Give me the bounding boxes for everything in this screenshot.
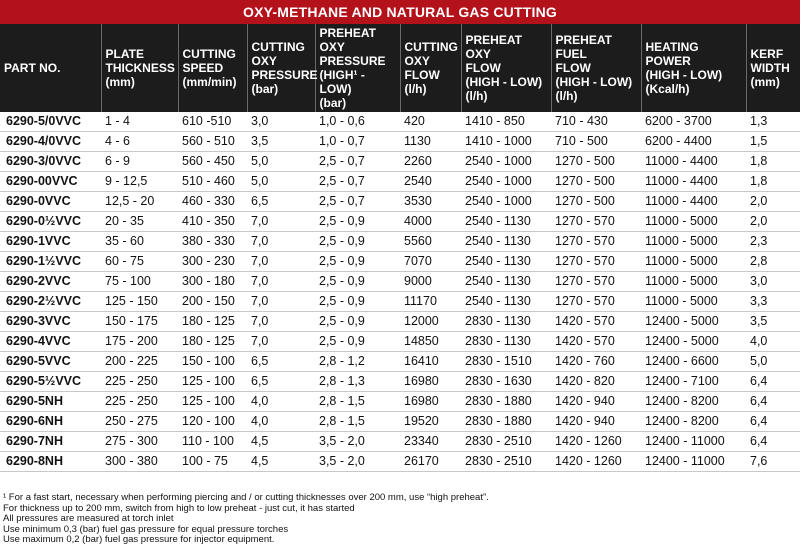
table-cell: 4,5: [247, 452, 315, 472]
table-cell: 125 - 100: [178, 372, 247, 392]
part-number-cell: 6290-5VVC: [0, 352, 101, 372]
table-cell: 11000 - 5000: [641, 232, 746, 252]
table-cell: 1420 - 570: [551, 312, 641, 332]
table-cell: 2,5 - 0,9: [315, 252, 400, 272]
table-cell: 12400 - 11000: [641, 452, 746, 472]
table-cell: 110 - 100: [178, 432, 247, 452]
table-cell: 1420 - 570: [551, 332, 641, 352]
table-cell: 2540 - 1130: [461, 212, 551, 232]
part-number-cell: 6290-1VVC: [0, 232, 101, 252]
col-header-kerf-width: KERF WIDTH (mm): [746, 24, 800, 112]
table-cell: 300 - 180: [178, 272, 247, 292]
table-cell: 75 - 100: [101, 272, 178, 292]
table-cell: 6,4: [746, 412, 800, 432]
table-cell: 11000 - 5000: [641, 212, 746, 232]
table-cell: 175 - 200: [101, 332, 178, 352]
table-cell: 125 - 100: [178, 392, 247, 412]
table-cell: 2,5 - 0,7: [315, 172, 400, 192]
table-cell: 2540 - 1000: [461, 172, 551, 192]
table-cell: 2540 - 1130: [461, 232, 551, 252]
table-cell: 410 - 350: [178, 212, 247, 232]
table-cell: 2,8 - 1,5: [315, 392, 400, 412]
table-cell: 2830 - 1880: [461, 392, 551, 412]
table-cell: 120 - 100: [178, 412, 247, 432]
table-cell: 5,0: [247, 172, 315, 192]
table-row: [0, 192, 800, 212]
table-cell: 7,0: [247, 332, 315, 352]
table-cell: 1410 - 850: [461, 112, 551, 132]
table-cell: 180 - 125: [178, 312, 247, 332]
table-cell: 1270 - 570: [551, 232, 641, 252]
table-row: [0, 412, 800, 432]
table-cell: 1,0 - 0,6: [315, 112, 400, 132]
table-cell: 2,5 - 0,9: [315, 332, 400, 352]
table-cell: 150 - 100: [178, 352, 247, 372]
table-row: [0, 452, 800, 472]
table-cell: 6200 - 3700: [641, 112, 746, 132]
table-cell: 2,3: [746, 232, 800, 252]
table-cell: 1410 - 1000: [461, 132, 551, 152]
table-row: [0, 432, 800, 452]
table-cell: 2,5 - 0,7: [315, 152, 400, 172]
part-number-cell: 6290-1½VVC: [0, 252, 101, 272]
table-cell: 200 - 150: [178, 292, 247, 312]
table-cell: 16980: [400, 372, 461, 392]
table-row: [0, 152, 800, 172]
table-cell: 3,0: [247, 112, 315, 132]
table-cell: 1,3: [746, 112, 800, 132]
table-cell: 11000 - 4400: [641, 152, 746, 172]
part-number-cell: 6290-4VVC: [0, 332, 101, 352]
table-cell: 2,8 - 1,2: [315, 352, 400, 372]
table-cell: 12,5 - 20: [101, 192, 178, 212]
table-cell: 2,8 - 1,3: [315, 372, 400, 392]
table-cell: 710 - 500: [551, 132, 641, 152]
table-cell: 6,4: [746, 392, 800, 412]
table-cell: 2540 - 1000: [461, 152, 551, 172]
table-cell: 11000 - 4400: [641, 192, 746, 212]
table-cell: 12400 - 8200: [641, 392, 746, 412]
table-cell: 12400 - 5000: [641, 332, 746, 352]
table-cell: 3,5: [247, 132, 315, 152]
table-cell: 1270 - 570: [551, 252, 641, 272]
part-number-cell: 6290-5/0VVC: [0, 112, 101, 132]
table-cell: 6,4: [746, 372, 800, 392]
table-cell: 2540 - 1000: [461, 192, 551, 212]
table-cell: 20 - 35: [101, 212, 178, 232]
part-number-cell: 6290-6NH: [0, 412, 101, 432]
table-cell: 250 - 275: [101, 412, 178, 432]
table-cell: 5,0: [746, 352, 800, 372]
table-cell: 1 - 4: [101, 112, 178, 132]
table-cell: 11000 - 5000: [641, 252, 746, 272]
table-cell: 6,5: [247, 352, 315, 372]
table-cell: 1270 - 500: [551, 172, 641, 192]
table-cell: 60 - 75: [101, 252, 178, 272]
table-cell: 1,5: [746, 132, 800, 152]
table-cell: 275 - 300: [101, 432, 178, 452]
table-row: [0, 132, 800, 152]
table-cell: 4,5: [247, 432, 315, 452]
table-cell: 4000: [400, 212, 461, 232]
table-cell: 4,0: [746, 332, 800, 352]
table-row: [0, 212, 800, 232]
part-number-cell: 6290-5½VVC: [0, 372, 101, 392]
table-cell: 2830 - 1130: [461, 312, 551, 332]
table-cell: 2830 - 2510: [461, 432, 551, 452]
table-row: [0, 252, 800, 272]
col-header-preheat-oxy-pressure: PREHEAT OXY PRESSURE (HIGH¹ - LOW) (bar): [315, 24, 400, 112]
table-cell: 2830 - 1130: [461, 332, 551, 352]
col-header-preheat-oxy-flow: PREHEAT OXY FLOW (HIGH - LOW) (l/h): [461, 24, 551, 112]
table-cell: 6200 - 4400: [641, 132, 746, 152]
table-cell: 6,4: [746, 432, 800, 452]
footnote-line: Use minimum 0,3 (bar) fuel gas pressure for equal pressure torches: [3, 523, 289, 535]
table-cell: 2830 - 1510: [461, 352, 551, 372]
table-cell: 380 - 330: [178, 232, 247, 252]
col-header-part-no: PART NO.: [0, 24, 101, 112]
part-number-cell: 6290-4/0VVC: [0, 132, 101, 152]
col-header-cutting-oxy-flow: CUTTING OXY FLOW (l/h): [400, 24, 461, 112]
table-cell: 14850: [400, 332, 461, 352]
table-cell: 6 - 9: [101, 152, 178, 172]
table-cell: 1270 - 570: [551, 292, 641, 312]
table-cell: 420: [400, 112, 461, 132]
table-cell: 710 - 430: [551, 112, 641, 132]
part-number-cell: 6290-2½VVC: [0, 292, 101, 312]
part-number-cell: 6290-7NH: [0, 432, 101, 452]
table-cell: 7,0: [247, 252, 315, 272]
table-cell: 12400 - 6600: [641, 352, 746, 372]
table-cell: 16410: [400, 352, 461, 372]
table-cell: 3,0: [746, 272, 800, 292]
table-cell: 11000 - 4400: [641, 172, 746, 192]
table-cell: 1420 - 940: [551, 392, 641, 412]
table-title: OXY-METHANE AND NATURAL GAS CUTTING: [0, 0, 800, 24]
col-header-cutting-oxy-pressure: CUTTING OXY PRESSURE (bar): [247, 24, 315, 112]
table-cell: 11000 - 5000: [641, 272, 746, 292]
table-cell: 560 - 510: [178, 132, 247, 152]
footnote-line: Use maximum 0,2 (bar) fuel gas pressure for injector equipment.: [3, 534, 275, 546]
table-row: [0, 232, 800, 252]
part-number-cell: 6290-2VVC: [0, 272, 101, 292]
table-cell: 1270 - 500: [551, 192, 641, 212]
table-cell: 12400 - 5000: [641, 312, 746, 332]
table-cell: 9000: [400, 272, 461, 292]
table-cell: 12400 - 8200: [641, 412, 746, 432]
table-cell: 2,5 - 0,7: [315, 192, 400, 212]
footnote-line: ¹ For a fast start, necessary when performing piercing and / or cutting thicknesses over 200 mm, use “high preheat”.: [3, 492, 489, 503]
part-number-cell: 6290-0½VVC: [0, 212, 101, 232]
table-cell: 4,0: [247, 412, 315, 432]
table-cell: 225 - 250: [101, 372, 178, 392]
table-cell: 300 - 230: [178, 252, 247, 272]
table-cell: 2,5 - 0,9: [315, 272, 400, 292]
table-row: [0, 352, 800, 372]
table-cell: 3,5 - 2,0: [315, 432, 400, 452]
table-cell: 12400 - 7100: [641, 372, 746, 392]
table-row: [0, 372, 800, 392]
table-cell: 125 - 150: [101, 292, 178, 312]
table-cell: 1,0 - 0,7: [315, 132, 400, 152]
table-cell: 6,5: [247, 372, 315, 392]
table-cell: 1270 - 500: [551, 152, 641, 172]
table-cell: 3,3: [746, 292, 800, 312]
table-cell: 1420 - 940: [551, 412, 641, 432]
footnote-line: For thickness up to 200 mm, switch from high to low preheat - just cut, it has started: [3, 502, 355, 514]
table-cell: 2,0: [746, 212, 800, 232]
table-body: [0, 112, 800, 472]
col-header-heating-power: HEATING POWER (HIGH - LOW) (Kcal/h): [641, 24, 746, 112]
table-cell: 1,8: [746, 172, 800, 192]
part-number-cell: 6290-0VVC: [0, 192, 101, 212]
cutting-spec-table: [0, 24, 800, 472]
table-row: [0, 112, 800, 132]
table-cell: 7,0: [247, 312, 315, 332]
table-cell: 4 - 6: [101, 132, 178, 152]
table-cell: 9 - 12,5: [101, 172, 178, 192]
table-cell: 7,0: [247, 232, 315, 252]
header-row: [0, 24, 800, 112]
table-cell: 11000 - 5000: [641, 292, 746, 312]
table-cell: 560 - 450: [178, 152, 247, 172]
table-cell: 35 - 60: [101, 232, 178, 252]
part-number-cell: 6290-8NH: [0, 452, 101, 472]
part-number-cell: 6290-3/0VVC: [0, 152, 101, 172]
table-cell: 5560: [400, 232, 461, 252]
table-row: [0, 392, 800, 412]
table-cell: 1,8: [746, 152, 800, 172]
table-cell: 12000: [400, 312, 461, 332]
table-cell: 2,5 - 0,9: [315, 212, 400, 232]
table-cell: 2,5 - 0,9: [315, 312, 400, 332]
table-row: [0, 272, 800, 292]
table-cell: 300 - 380: [101, 452, 178, 472]
table-cell: 7070: [400, 252, 461, 272]
table-cell: 7,0: [247, 292, 315, 312]
table-cell: 1130: [400, 132, 461, 152]
table-cell: 150 - 175: [101, 312, 178, 332]
part-number-cell: 6290-5NH: [0, 392, 101, 412]
part-number-cell: 6290-00VVC: [0, 172, 101, 192]
table-row: [0, 312, 800, 332]
table-cell: 1420 - 1260: [551, 432, 641, 452]
table-cell: 3,5 - 2,0: [315, 452, 400, 472]
table-cell: 2830 - 2510: [461, 452, 551, 472]
table-cell: 2260: [400, 152, 461, 172]
table-cell: 2,8 - 1,5: [315, 412, 400, 432]
table-cell: 1420 - 760: [551, 352, 641, 372]
table-cell: 26170: [400, 452, 461, 472]
table-cell: 16980: [400, 392, 461, 412]
col-header-preheat-fuel-flow: PREHEAT FUEL FLOW (HIGH - LOW) (l/h): [551, 24, 641, 112]
table-cell: 2830 - 1630: [461, 372, 551, 392]
table-cell: 4,0: [247, 392, 315, 412]
table-cell: 23340: [400, 432, 461, 452]
table-cell: 2,0: [746, 192, 800, 212]
table-cell: 510 - 460: [178, 172, 247, 192]
table-row: [0, 172, 800, 192]
part-number-cell: 6290-3VVC: [0, 312, 101, 332]
table-cell: 7,0: [247, 212, 315, 232]
table-cell: 6,5: [247, 192, 315, 212]
table-cell: 1420 - 820: [551, 372, 641, 392]
col-header-plate-thickness: PLATE THICKNESS (mm): [101, 24, 178, 112]
table-cell: 12400 - 11000: [641, 432, 746, 452]
table-cell: 2540 - 1130: [461, 292, 551, 312]
table-cell: 2540 - 1130: [461, 272, 551, 292]
col-header-cutting-speed: CUTTING SPEED (mm/min): [178, 24, 247, 112]
table-row: [0, 292, 800, 312]
table-cell: 200 - 225: [101, 352, 178, 372]
table-cell: 3,5: [746, 312, 800, 332]
table-cell: 7,0: [247, 272, 315, 292]
table-cell: 3530: [400, 192, 461, 212]
table-cell: 1270 - 570: [551, 272, 641, 292]
table-cell: 1270 - 570: [551, 212, 641, 232]
table-row: [0, 332, 800, 352]
table-cell: 225 - 250: [101, 392, 178, 412]
table-cell: 2,5 - 0,9: [315, 232, 400, 252]
table-cell: 2540: [400, 172, 461, 192]
table-cell: 2,8: [746, 252, 800, 272]
footnotes: [3, 493, 793, 546]
table-cell: 1420 - 1260: [551, 452, 641, 472]
table-cell: 2540 - 1130: [461, 252, 551, 272]
table-cell: 460 - 330: [178, 192, 247, 212]
table-cell: 2,5 - 0,9: [315, 292, 400, 312]
table-cell: 610 -510: [178, 112, 247, 132]
table-cell: 11170: [400, 292, 461, 312]
footnote-line: All pressures are measured at torch inlet: [3, 513, 174, 525]
table-cell: 19520: [400, 412, 461, 432]
table-cell: 180 - 125: [178, 332, 247, 352]
table-cell: 7,6: [746, 452, 800, 472]
table-cell: 2830 - 1880: [461, 412, 551, 432]
table-cell: 5,0: [247, 152, 315, 172]
table-cell: 100 - 75: [178, 452, 247, 472]
